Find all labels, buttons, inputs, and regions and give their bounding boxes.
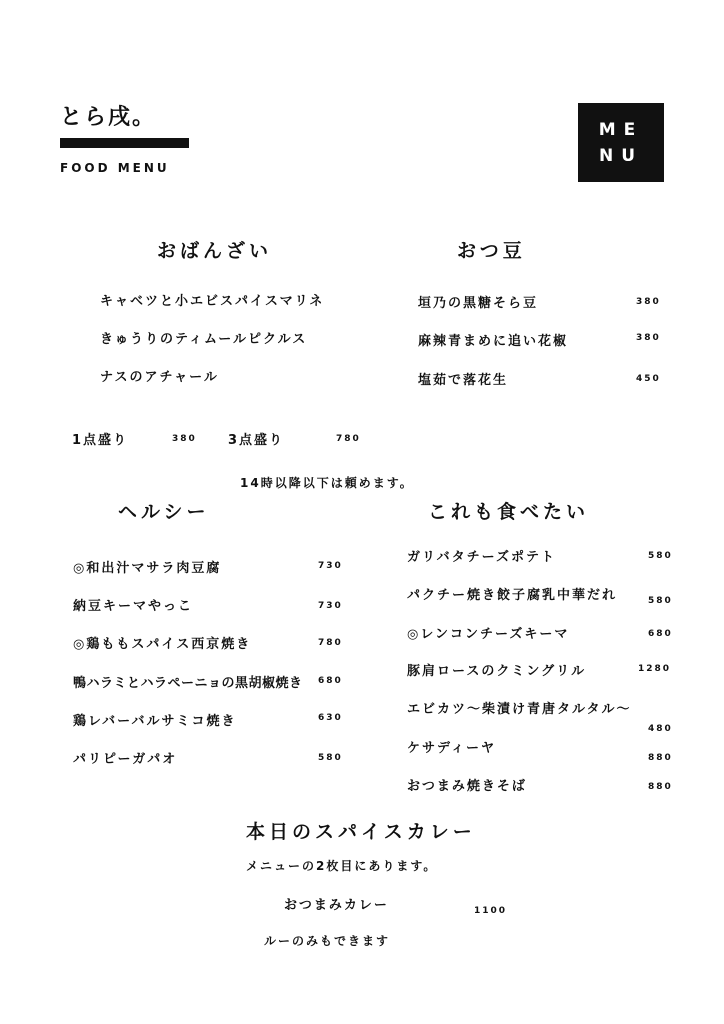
healthy-heading: ヘルシー (118, 501, 210, 523)
obanzai-pricing-label: 3点盛り (228, 433, 285, 448)
healthy-item-name: 鴨ハラミとハラペーニョの黒胡椒焼き (73, 676, 303, 691)
otsumame-item-name: 麻辣青まめに追い花椒 (418, 334, 569, 349)
curry-item-price: 1100 (474, 906, 508, 916)
obanzai-item: ナスのアチャール (100, 370, 219, 385)
healthy-item-name: ◎鶏ももスパイス西京焼き (73, 637, 252, 652)
curry-item-name: おつまみカレー (284, 898, 389, 913)
otsumame-item-price: 450 (636, 374, 661, 384)
koremo-item-name: 豚肩ロースのクミングリル (407, 664, 587, 679)
curry-footnote: ルーのみもできます (264, 934, 391, 948)
menu-badge-line1: ME (598, 119, 644, 140)
healthy-item-price: 630 (318, 713, 343, 723)
menu-badge (578, 103, 664, 182)
koremo-item-name: ◎レンコンチーズキーマ (407, 627, 570, 642)
koremo-item-price: 680 (648, 629, 673, 639)
healthy-item-name: 納豆キーマやっこ (73, 599, 194, 614)
koremo-item-price: 880 (648, 782, 673, 792)
koremo-item-name: エビカツ～柴漬け青唐タルタル～ (407, 702, 632, 717)
obanzai-note: 14時以降以下は頼めます。 (240, 476, 414, 490)
obanzai-item: きゅうりのティムールピクルス (100, 332, 308, 347)
koremo-item-price: 1280 (638, 664, 672, 674)
curry-note: メニューの2枚目にあります。 (246, 859, 438, 873)
menu-badge-line2: NU (598, 145, 644, 166)
brand-underline-bar (60, 138, 189, 148)
koremo-item-name: ガリバタチーズポテト (407, 550, 556, 565)
obanzai-pricing-label: 1点盛り (72, 433, 129, 448)
healthy-item-price: 580 (318, 753, 343, 763)
koremo-item-price: 480 (648, 724, 673, 734)
otsumame-item-name: 塩茹で落花生 (418, 373, 509, 388)
healthy-item-price: 680 (318, 676, 343, 686)
brand-name: とら戌。 (60, 105, 157, 130)
koremo-item-price: 580 (648, 596, 673, 606)
menu-subtitle: FOOD MENU (60, 161, 170, 175)
healthy-item-name: パリピーガパオ (73, 752, 178, 767)
koremo-item-name: ケサディーヤ (407, 741, 496, 756)
healthy-item-price: 780 (318, 638, 343, 648)
healthy-item-price: 730 (318, 561, 343, 571)
healthy-item-name: ◎和出汁マサラ肉豆腐 (73, 561, 222, 576)
obanzai-pricing-price: 380 (172, 434, 197, 444)
koremo-item-price: 880 (648, 753, 673, 763)
curry-heading: 本日のスパイスカレー (246, 821, 476, 843)
healthy-item-price: 730 (318, 601, 343, 611)
koremo-item-price: 580 (648, 551, 673, 561)
otsumame-item-price: 380 (636, 333, 661, 343)
healthy-item-name: 鶏レバーバルサミコ焼き (73, 714, 237, 729)
otsumame-item-price: 380 (636, 297, 661, 307)
otsumame-heading: おつ豆 (457, 240, 526, 262)
koremo-item-name: おつまみ焼きそば (407, 779, 527, 794)
koremo-item-name: パクチー焼き餃子腐乳中華だれ (407, 588, 618, 603)
obanzai-item: キャベツと小エビスパイスマリネ (100, 294, 325, 309)
obanzai-heading: おばんざい (157, 240, 273, 262)
koremo-heading: これも食べたい (428, 501, 590, 523)
otsumame-item-name: 垣乃の黒糖そら豆 (418, 296, 539, 311)
obanzai-pricing-price: 780 (336, 434, 361, 444)
